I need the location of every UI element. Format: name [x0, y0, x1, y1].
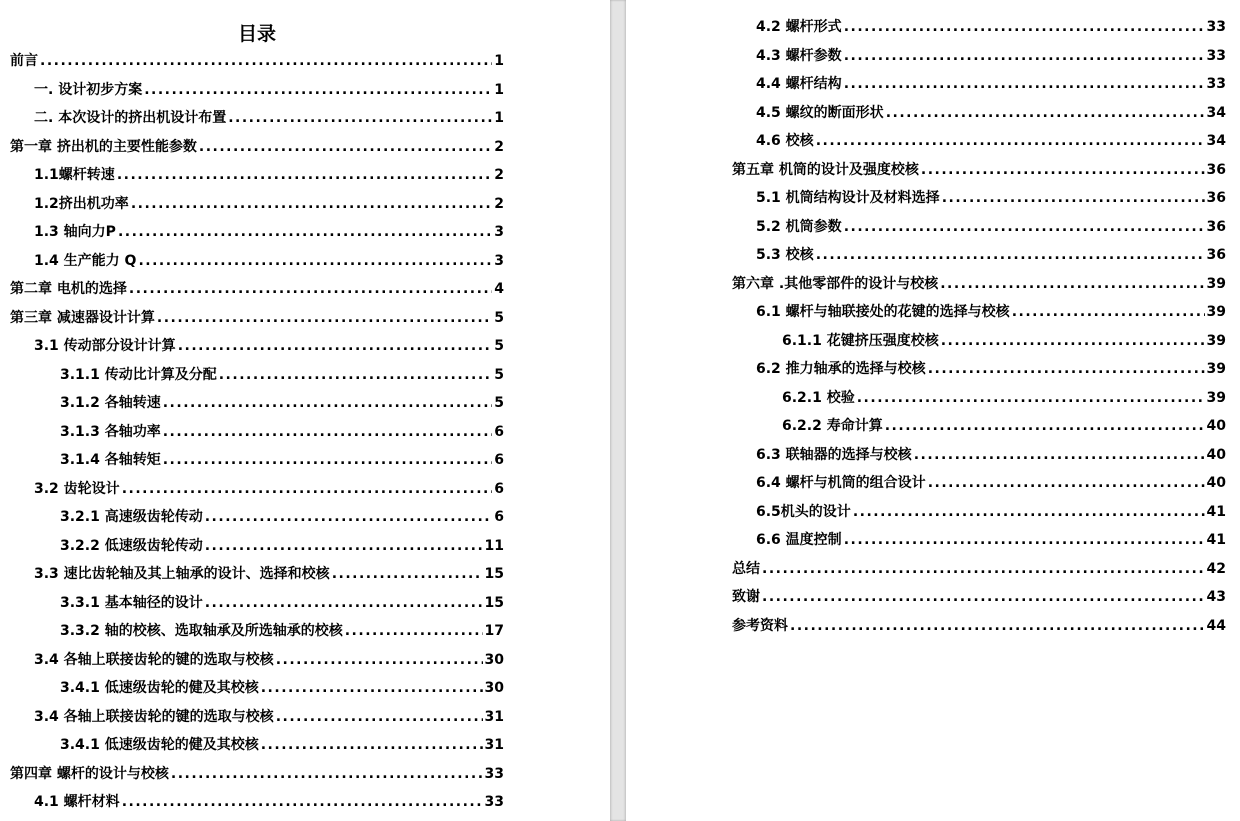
- toc-dot-leader: [940, 276, 1204, 292]
- toc-dot-leader: [219, 367, 492, 383]
- toc-entry[interactable]: [732, 444, 1226, 473]
- toc-entry[interactable]: [732, 529, 1226, 558]
- toc-dot-leader: [163, 452, 492, 468]
- toc-entry[interactable]: [732, 187, 1226, 216]
- toc-entry[interactable]: [732, 102, 1226, 131]
- toc-entry[interactable]: [732, 415, 1226, 444]
- toc-page-number: 34: [1206, 104, 1226, 121]
- toc-page-number: 6: [494, 509, 504, 525]
- toc-page-number: 5: [494, 395, 504, 411]
- toc-dot-leader: [131, 196, 492, 212]
- toc-dot-leader: [853, 504, 1205, 520]
- toc-entry-text: 3.2 齿轮设计: [34, 480, 120, 497]
- toc-entry[interactable]: [10, 421, 504, 450]
- toc-page-number: 36: [1206, 247, 1226, 263]
- toc-page-number: 36: [1206, 161, 1226, 178]
- toc-entry-text: 第一章 挤出机的主要性能参数: [10, 138, 197, 155]
- toc-dot-leader: [928, 361, 1205, 377]
- toc-entry[interactable]: [732, 472, 1226, 501]
- toc-entry-text: 5.2 机筒参数: [756, 218, 842, 235]
- toc-dot-leader: [762, 589, 1205, 605]
- toc-entry-text: 5.3 校核: [756, 247, 814, 263]
- toc-dot-leader: [844, 76, 1205, 92]
- toc-entry[interactable]: [10, 592, 504, 621]
- toc-dot-leader: [844, 48, 1205, 64]
- toc-entry[interactable]: [10, 763, 504, 792]
- toc-page-number: 34: [1206, 133, 1226, 149]
- toc-entry-text: 3.3 速比齿轮轴及其上轴承的设计、选择和校核: [34, 566, 330, 582]
- toc-entry-text: 3.4.1 低速级齿轮的健及其校核: [60, 737, 259, 753]
- toc-page-number: 39: [1206, 361, 1226, 377]
- toc-dot-leader: [138, 253, 492, 269]
- toc-dot-leader: [886, 105, 1205, 121]
- toc-page-number: 2: [494, 167, 504, 183]
- toc-entry[interactable]: [10, 449, 504, 478]
- toc-dot-leader: [178, 338, 492, 354]
- toc-entry[interactable]: [732, 501, 1226, 530]
- toc-entry[interactable]: [732, 358, 1226, 387]
- toc-dot-leader: [205, 509, 492, 525]
- toc-entry[interactable]: [10, 649, 504, 678]
- toc-entry-text: 1.1螺杆转速: [34, 167, 115, 183]
- toc-entry-text: 3.4 各轴上联接齿轮的键的选取与校核: [34, 708, 274, 725]
- toc-page-number: 3: [494, 252, 504, 269]
- toc-page-number: 44: [1206, 617, 1226, 634]
- toc-page-number: 5: [494, 309, 504, 326]
- toc-page-number: 36: [1206, 190, 1226, 206]
- toc-entry[interactable]: [732, 130, 1226, 159]
- toc-entry-text: 总结: [732, 560, 760, 577]
- toc-entry-text: 一. 设计初步方案: [34, 81, 143, 98]
- toc-entry-text: 3.1.4 各轴转矩: [60, 452, 161, 468]
- toc-entry[interactable]: [732, 558, 1226, 587]
- toc-page-number: 33: [1206, 76, 1226, 92]
- toc-dot-leader: [816, 133, 1205, 149]
- toc-page-number: 30: [484, 651, 504, 668]
- toc-entry[interactable]: [10, 734, 504, 763]
- toc-dot-leader: [885, 418, 1205, 434]
- toc-entry[interactable]: [10, 278, 504, 307]
- toc-page-number: 40: [1206, 418, 1226, 434]
- toc-page-number: 33: [484, 794, 504, 810]
- toc-page-number: 2: [494, 195, 504, 212]
- toc-entry-text: 4.1 螺杆材料: [34, 794, 120, 810]
- toc-entry-text: 6.1 螺杆与轴联接处的花键的选择与校核: [756, 304, 1010, 320]
- toc-entry[interactable]: [732, 301, 1226, 330]
- toc-entry[interactable]: [10, 221, 504, 250]
- toc-page-number: 42: [1206, 560, 1226, 577]
- toc-entry-text: 3.2.2 低速级齿轮传动: [60, 537, 203, 554]
- toc-entry-text: 第二章 电机的选择: [10, 281, 127, 297]
- toc-dot-leader: [261, 737, 483, 753]
- toc-dot-leader: [122, 481, 492, 497]
- toc-page-number: 39: [1206, 389, 1226, 406]
- toc-page-number: 30: [484, 680, 504, 696]
- toc-dot-leader: [857, 390, 1205, 406]
- toc-page-number: 6: [494, 423, 504, 440]
- toc-page-number: 1: [494, 53, 504, 69]
- toc-dot-leader: [261, 680, 483, 696]
- toc-entry-text: 第六章 .其他零部件的设计与校核: [732, 275, 939, 292]
- toc-dot-leader: [163, 424, 492, 440]
- toc-entry-text: 第四章 螺杆的设计与校核: [10, 765, 169, 782]
- toc-dot-leader: [157, 310, 492, 326]
- toc-entry-text: 二. 本次设计的挤出机设计布置: [34, 110, 227, 126]
- toc-dot-leader: [199, 139, 492, 155]
- toc-entry[interactable]: [10, 478, 504, 507]
- toc-entry-text: 3.4 各轴上联接齿轮的键的选取与校核: [34, 651, 274, 668]
- page-left: [0, 0, 610, 821]
- toc-entry[interactable]: [10, 107, 504, 136]
- toc-entry-text: 4.5 螺纹的断面形状: [756, 104, 884, 121]
- toc-entry-text: 6.4 螺杆与机筒的组合设计: [756, 475, 926, 491]
- toc-entry-text: 第五章 机筒的设计及强度校核: [732, 161, 919, 178]
- toc-entry-text: 3.1.2 各轴转速: [60, 395, 161, 411]
- toc-entry-text: 6.2 推力轴承的选择与校核: [756, 361, 926, 377]
- toc-page-number: 40: [1206, 475, 1226, 491]
- toc-page-number: 41: [1206, 503, 1226, 520]
- toc-page-number: 1: [494, 81, 504, 98]
- page-right: [626, 0, 1240, 821]
- toc-entry-text: 致谢: [732, 589, 760, 605]
- toc-dot-leader: [928, 475, 1205, 491]
- toc-entry[interactable]: [10, 307, 504, 336]
- toc-entry-text: 3.1 传动部分设计计算: [34, 338, 176, 354]
- toc-entry[interactable]: [732, 45, 1226, 74]
- toc-page-number: 39: [1206, 304, 1226, 320]
- toc-entry[interactable]: [10, 193, 504, 222]
- toc-page-number: 43: [1206, 589, 1226, 605]
- toc-page-number: 15: [484, 566, 504, 582]
- toc-entry[interactable]: [10, 706, 504, 735]
- toc-page-number: 11: [484, 537, 504, 554]
- toc-entry-text: 3.4.1 低速级齿轮的健及其校核: [60, 680, 259, 696]
- toc-entry-text: 4.3 螺杆参数: [756, 47, 842, 64]
- toc-entry[interactable]: [732, 273, 1226, 302]
- toc-page-number: 4: [494, 281, 504, 297]
- toc-entry-text: 第三章 减速器设计计算: [10, 309, 155, 326]
- toc-entry[interactable]: [10, 50, 504, 79]
- toc-entry-text: 6.5机头的设计: [756, 503, 851, 520]
- toc-dot-leader: [816, 247, 1205, 263]
- toc-entry-text: 3.2.1 高速级齿轮传动: [60, 509, 203, 525]
- toc-page-number: 5: [494, 366, 504, 383]
- toc-entry[interactable]: [10, 136, 504, 165]
- toc-entry-text: 3.3.2 轴的校核、选取轴承及所选轴承的校核: [60, 623, 343, 639]
- toc-title: 目录: [237, 23, 276, 45]
- toc-dot-leader: [40, 53, 492, 69]
- toc-dot-leader: [345, 623, 483, 639]
- toc-entry[interactable]: [732, 387, 1226, 416]
- toc-dot-leader: [276, 709, 483, 725]
- toc-page-number: 3: [494, 224, 504, 240]
- toc-entry-text: 4.4 螺杆结构: [756, 76, 842, 92]
- toc-entry-text: 1.4 生产能力 Q: [34, 252, 137, 269]
- toc-page-number: 39: [1206, 275, 1226, 292]
- toc-entry-text: 3.1.1 传动比计算及分配: [60, 366, 217, 383]
- toc-entry[interactable]: [732, 615, 1226, 644]
- toc-entry-text: 3.1.3 各轴功率: [60, 423, 161, 440]
- toc-entry[interactable]: [10, 563, 504, 592]
- toc-entry[interactable]: [10, 791, 504, 820]
- toc-page-number: 6: [494, 452, 504, 468]
- toc-dot-leader: [144, 82, 492, 98]
- toc-entry[interactable]: [10, 164, 504, 193]
- toc-page-number: 36: [1206, 218, 1226, 235]
- toc-list-right: [732, 16, 1226, 643]
- toc-entry[interactable]: [732, 16, 1226, 45]
- toc-page-number: 31: [484, 708, 504, 725]
- toc-dot-leader: [228, 110, 492, 126]
- toc-dot-leader: [844, 219, 1205, 235]
- toc-entry[interactable]: [10, 620, 504, 649]
- toc-entry[interactable]: [732, 73, 1226, 102]
- toc-entry[interactable]: [10, 506, 504, 535]
- toc-page-number: 1: [494, 110, 504, 126]
- toc-entry-text: 5.1 机筒结构设计及材料选择: [756, 190, 940, 206]
- toc-page-number: 5: [494, 338, 504, 354]
- toc-entry-text: 4.6 校核: [756, 133, 814, 149]
- toc-entry[interactable]: [732, 330, 1226, 359]
- toc-entry-text: 1.2挤出机功率: [34, 195, 129, 212]
- toc-dot-leader: [790, 618, 1205, 634]
- toc-page-number: 33: [484, 765, 504, 782]
- toc-dot-leader: [1012, 304, 1205, 320]
- toc-list-left: [10, 50, 504, 820]
- toc-page-number: 31: [484, 737, 504, 753]
- toc-entry[interactable]: [732, 586, 1226, 615]
- toc-entry[interactable]: [10, 335, 504, 364]
- toc-dot-leader: [117, 167, 492, 183]
- toc-entry[interactable]: [10, 535, 504, 564]
- toc-entry-text: 3.3.1 基本轴径的设计: [60, 594, 203, 611]
- toc-entry-text: 6.6 温度控制: [756, 532, 842, 548]
- toc-dot-leader: [942, 190, 1205, 206]
- toc-entry-text: 前言: [10, 53, 38, 69]
- toc-dot-leader: [844, 532, 1205, 548]
- toc-entry-text: 4.2 螺杆形式: [756, 19, 842, 35]
- toc-entry[interactable]: [10, 677, 504, 706]
- toc-page-number: 39: [1206, 332, 1226, 349]
- toc-dot-leader: [762, 561, 1205, 577]
- toc-entry[interactable]: [732, 216, 1226, 245]
- toc-entry-text: 6.2.1 校验: [782, 389, 855, 406]
- toc-page-number: 33: [1206, 19, 1226, 35]
- toc-page-number: 40: [1206, 446, 1226, 463]
- toc-page-number: 6: [494, 480, 504, 497]
- toc-entry-text: 6.2.2 寿命计算: [782, 418, 883, 434]
- toc-page-number: 15: [484, 594, 504, 611]
- toc-entry-text: 6.3 联轴器的选择与校核: [756, 446, 912, 463]
- toc-page-number: 2: [494, 138, 504, 155]
- toc-dot-leader: [205, 538, 483, 554]
- toc-dot-leader: [914, 447, 1205, 463]
- toc-dot-leader: [921, 162, 1205, 178]
- toc-entry[interactable]: [732, 159, 1226, 188]
- toc-page-number: 41: [1206, 532, 1226, 548]
- toc-entry[interactable]: [10, 392, 504, 421]
- toc-entry-text: 参考资料: [732, 617, 788, 634]
- toc-entry[interactable]: [10, 364, 504, 393]
- toc-dot-leader: [118, 224, 492, 240]
- toc-dot-leader: [129, 281, 492, 297]
- toc-dot-leader: [332, 566, 483, 582]
- toc-dot-leader: [941, 333, 1205, 349]
- toc-dot-leader: [205, 595, 483, 611]
- toc-dot-leader: [844, 19, 1205, 35]
- toc-entry-text: 1.3 轴向力P: [34, 224, 116, 240]
- toc-entry[interactable]: [10, 250, 504, 279]
- toc-dot-leader: [171, 766, 483, 782]
- toc-dot-leader: [276, 652, 483, 668]
- toc-page-number: 17: [484, 623, 504, 639]
- toc-entry-text: 6.1.1 花键挤压强度校核: [782, 332, 939, 349]
- toc-dot-leader: [122, 794, 483, 810]
- toc-page-number: 33: [1206, 47, 1226, 64]
- toc-entry[interactable]: [732, 244, 1226, 273]
- toc-dot-leader: [163, 395, 492, 411]
- page-gutter: [610, 0, 626, 821]
- toc-entry[interactable]: [10, 79, 504, 108]
